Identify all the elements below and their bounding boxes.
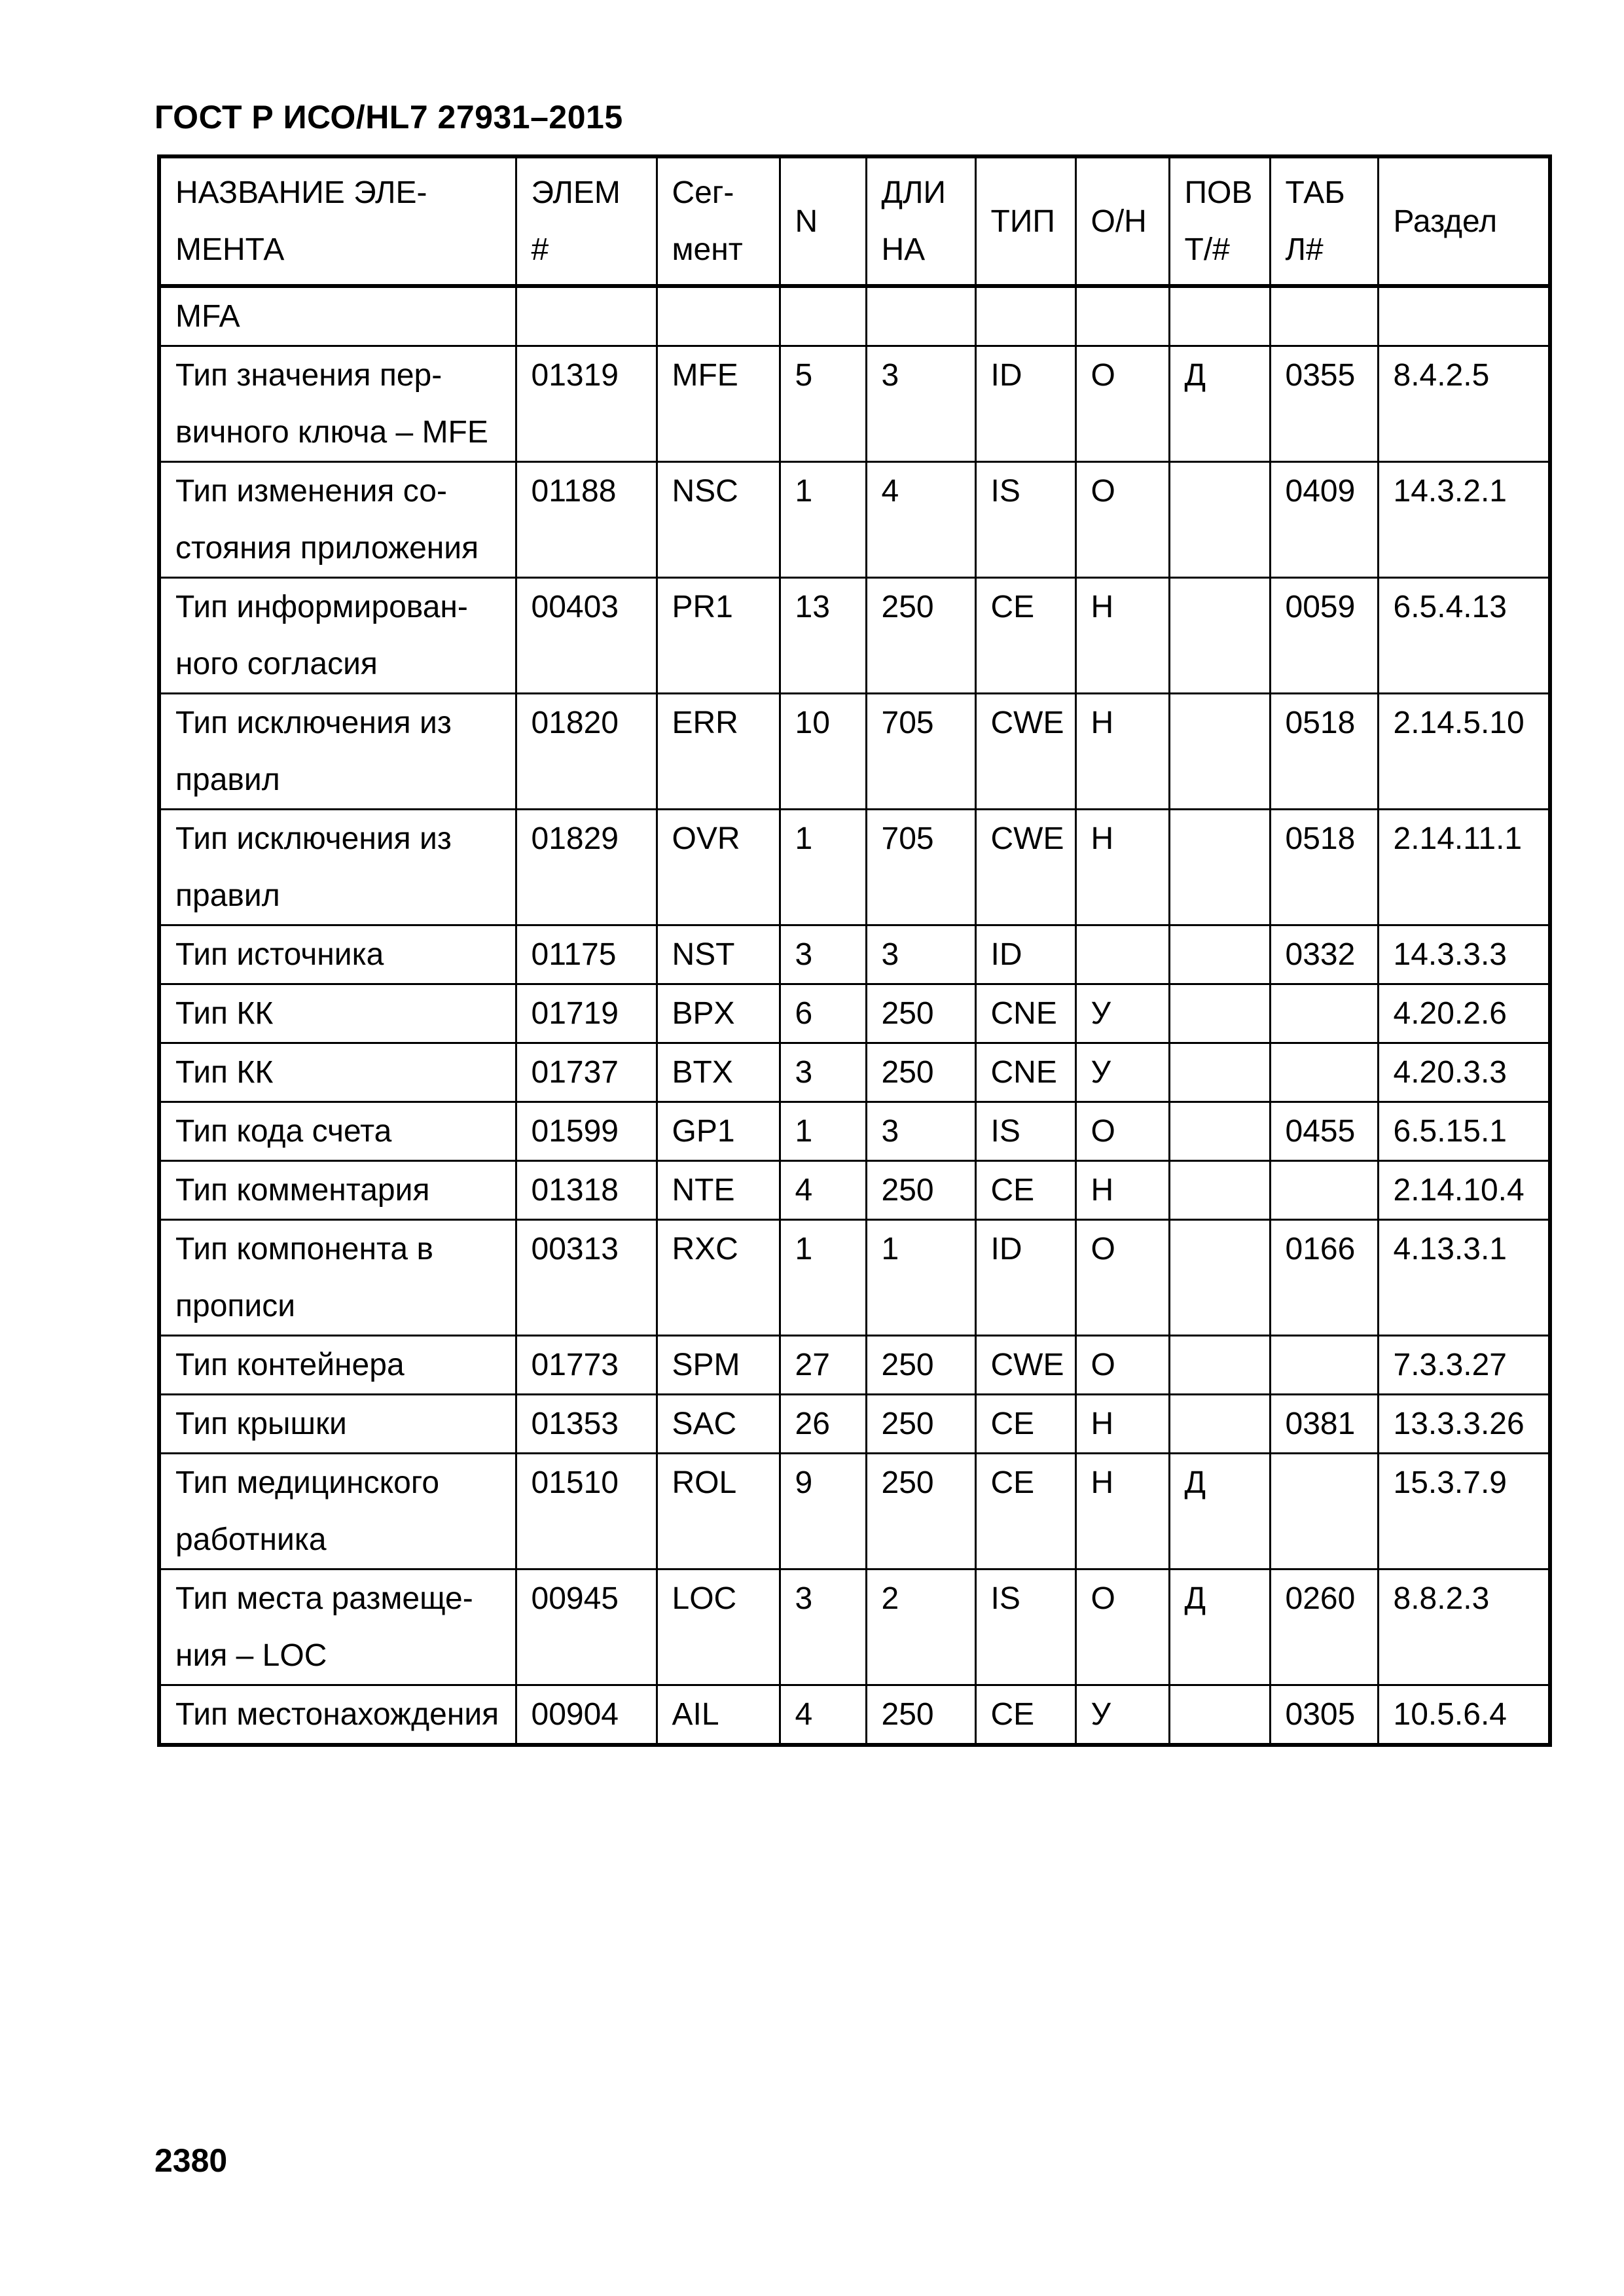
repetition-cell [1169,1102,1270,1161]
element-number-cell: 01319 [516,346,657,462]
optionality-cell [1075,925,1169,984]
sequence-n-cell: 4 [780,1161,866,1220]
repetition-cell [1169,1043,1270,1102]
element-name-cell: Тип крышки [159,1395,516,1454]
element-name-cell: Тип источника [159,925,516,984]
data-type-cell: ID [975,925,1075,984]
length-cell: 3 [866,346,975,462]
element-name-cell: Тип КК [159,984,516,1043]
section-cell: 4.20.3.3 [1378,1043,1550,1102]
length-cell: 250 [866,1395,975,1454]
optionality-cell [1075,286,1169,346]
optionality-cell: О [1075,346,1169,462]
repetition-cell [1169,462,1270,578]
data-type-cell [975,286,1075,346]
table-row [159,1336,1550,1395]
table-row [159,984,1550,1043]
table-row [159,1161,1550,1220]
section-cell: 2.14.11.1 [1378,810,1550,925]
table-number-cell [1270,1336,1378,1395]
table-number-cell: 0355 [1270,346,1378,462]
header-optionality: О/Н [1075,156,1169,286]
length-cell: 705 [866,810,975,925]
repetition-cell [1169,1336,1270,1395]
segment-cell: ERR [657,694,780,810]
element-name-cell: Тип изменения состояния приложения [159,462,516,578]
sequence-n-cell: 3 [780,1043,866,1102]
table-number-cell: 0305 [1270,1685,1378,1746]
optionality-cell: Н [1075,810,1169,925]
length-cell: 4 [866,462,975,578]
element-name-cell: Тип исключения из правил [159,810,516,925]
table-row [159,810,1550,925]
header-data-type: ТИП [975,156,1075,286]
header-repetition: ПОВ Т/# [1169,156,1270,286]
optionality-cell: О [1075,1102,1169,1161]
element-name-cell: Тип компонента в прописи [159,1220,516,1336]
section-cell: 2.14.10.4 [1378,1161,1550,1220]
data-type-cell: CE [975,578,1075,694]
segment-cell: RXC [657,1220,780,1336]
table-body [159,286,1550,1745]
section-cell: 4.13.3.1 [1378,1220,1550,1336]
element-name-cell: Тип контейнера [159,1336,516,1395]
data-type-cell: ID [975,1220,1075,1336]
segment-cell: BPX [657,984,780,1043]
optionality-cell: О [1075,462,1169,578]
table-row [159,1102,1550,1161]
length-cell: 250 [866,1336,975,1395]
optionality-cell: О [1075,1220,1169,1336]
repetition-cell [1169,694,1270,810]
data-type-cell: CE [975,1454,1075,1570]
table-number-cell: 0059 [1270,578,1378,694]
length-cell: 250 [866,1043,975,1102]
section-cell: 2.14.5.10 [1378,694,1550,810]
header-sequence-n: N [780,156,866,286]
segment-cell: PR1 [657,578,780,694]
section-cell: 14.3.2.1 [1378,462,1550,578]
sequence-n-cell: 27 [780,1336,866,1395]
sequence-n-cell: 4 [780,1685,866,1746]
section-cell [1378,286,1550,346]
optionality-cell: Н [1075,694,1169,810]
header-table-number: ТАБ Л# [1270,156,1378,286]
optionality-cell: О [1075,1336,1169,1395]
table-number-cell: 0260 [1270,1570,1378,1685]
sequence-n-cell: 3 [780,1570,866,1685]
length-cell [866,286,975,346]
data-type-cell: CWE [975,810,1075,925]
segment-cell: SPM [657,1336,780,1395]
optionality-cell: Н [1075,1454,1169,1570]
page-number: 2380 [154,2142,228,2179]
optionality-cell: Н [1075,578,1169,694]
table-number-cell [1270,1454,1378,1570]
data-type-cell: CWE [975,694,1075,810]
table-row [159,925,1550,984]
sequence-n-cell: 1 [780,810,866,925]
table-number-cell: 0518 [1270,694,1378,810]
length-cell: 250 [866,984,975,1043]
section-cell: 6.5.15.1 [1378,1102,1550,1161]
table-number-cell [1270,1043,1378,1102]
data-type-cell: CE [975,1685,1075,1746]
optionality-cell: У [1075,1685,1169,1746]
element-name-cell: Тип комментария [159,1161,516,1220]
table-number-cell [1270,984,1378,1043]
length-cell: 250 [866,578,975,694]
table-number-cell: 0381 [1270,1395,1378,1454]
table-number-cell: 0332 [1270,925,1378,984]
table-number-cell: 0166 [1270,1220,1378,1336]
repetition-cell [1169,578,1270,694]
table-row [159,694,1550,810]
repetition-cell [1169,286,1270,346]
segment-cell: BTX [657,1043,780,1102]
element-name-cell: Тип медицинского работника [159,1454,516,1570]
repetition-cell [1169,925,1270,984]
segment-cell: OVR [657,810,780,925]
element-number-cell: 01188 [516,462,657,578]
element-number-cell: 01353 [516,1395,657,1454]
table-header [159,156,1550,286]
header-length: ДЛИ НА [866,156,975,286]
data-type-cell: ID [975,346,1075,462]
element-name-cell: MFA [159,286,516,346]
data-type-cell: IS [975,462,1075,578]
repetition-cell: Д [1169,1454,1270,1570]
element-number-cell: 01829 [516,810,657,925]
element-name-cell: Тип значения первичного ключа – MFE [159,346,516,462]
data-type-cell: CNE [975,1043,1075,1102]
table-row [159,1454,1550,1570]
segment-cell: SAC [657,1395,780,1454]
repetition-cell [1169,1220,1270,1336]
element-name-cell: Тип информированного согласия [159,578,516,694]
table-row [159,1043,1550,1102]
repetition-cell [1169,810,1270,925]
element-name-cell: Тип кода счета [159,1102,516,1161]
section-cell: 4.20.2.6 [1378,984,1550,1043]
section-cell: 14.3.3.3 [1378,925,1550,984]
element-number-cell: 00904 [516,1685,657,1746]
repetition-cell: Д [1169,1570,1270,1685]
length-cell: 250 [866,1161,975,1220]
length-cell: 2 [866,1570,975,1685]
table-row [159,1570,1550,1685]
repetition-cell [1169,984,1270,1043]
optionality-cell: Н [1075,1395,1169,1454]
header-element-number: ЭЛЕМ # [516,156,657,286]
table-row [159,462,1550,578]
length-cell: 250 [866,1454,975,1570]
element-number-cell: 01510 [516,1454,657,1570]
element-name-cell: Тип исключения из правил [159,694,516,810]
data-type-cell: IS [975,1102,1075,1161]
section-cell: 7.3.3.27 [1378,1336,1550,1395]
optionality-cell: О [1075,1570,1169,1685]
document-header: ГОСТ Р ИСО/HL7 27931–2015 [154,99,623,135]
data-type-cell: CWE [975,1336,1075,1395]
table-row [159,1395,1550,1454]
length-cell: 250 [866,1685,975,1746]
element-number-cell: 00945 [516,1570,657,1685]
element-number-cell: 01820 [516,694,657,810]
element-number-cell: 01719 [516,984,657,1043]
repetition-cell [1169,1161,1270,1220]
data-type-cell: IS [975,1570,1075,1685]
element-number-cell: 00313 [516,1220,657,1336]
element-number-cell: 00403 [516,578,657,694]
length-cell: 3 [866,1102,975,1161]
section-cell: 15.3.7.9 [1378,1454,1550,1570]
data-type-cell: CNE [975,984,1075,1043]
section-cell: 13.3.3.26 [1378,1395,1550,1454]
segment-cell: LOC [657,1570,780,1685]
segment-cell: NSC [657,462,780,578]
segment-cell: NST [657,925,780,984]
section-cell: 8.8.2.3 [1378,1570,1550,1685]
data-type-cell: CE [975,1395,1075,1454]
element-number-cell: 01318 [516,1161,657,1220]
element-number-cell: 01737 [516,1043,657,1102]
sequence-n-cell: 26 [780,1395,866,1454]
data-elements-table [157,154,1552,1747]
table-row [159,578,1550,694]
sequence-n-cell: 1 [780,1220,866,1336]
segment-cell: ROL [657,1454,780,1570]
repetition-cell [1169,1685,1270,1746]
sequence-n-cell [780,286,866,346]
section-cell: 10.5.6.4 [1378,1685,1550,1746]
length-cell: 3 [866,925,975,984]
optionality-cell: У [1075,984,1169,1043]
table-row [159,286,1550,346]
table-row [159,1220,1550,1336]
sequence-n-cell: 13 [780,578,866,694]
length-cell: 1 [866,1220,975,1336]
optionality-cell: У [1075,1043,1169,1102]
header-segment: Сегмент [657,156,780,286]
header-section: Раздел [1378,156,1550,286]
sequence-n-cell: 5 [780,346,866,462]
element-name-cell: Тип КК [159,1043,516,1102]
section-cell: 6.5.4.13 [1378,578,1550,694]
length-cell: 705 [866,694,975,810]
repetition-cell: Д [1169,346,1270,462]
section-cell: 8.4.2.5 [1378,346,1550,462]
table-number-cell [1270,286,1378,346]
table-number-cell [1270,1161,1378,1220]
element-number-cell: 01599 [516,1102,657,1161]
sequence-n-cell: 1 [780,462,866,578]
element-name-cell: Тип местонахождения [159,1685,516,1746]
table-number-cell: 0455 [1270,1102,1378,1161]
sequence-n-cell: 3 [780,925,866,984]
element-number-cell: 01175 [516,925,657,984]
element-number-cell: 01773 [516,1336,657,1395]
table-number-cell: 0409 [1270,462,1378,578]
header-row [159,156,1550,286]
segment-cell: NTE [657,1161,780,1220]
sequence-n-cell: 6 [780,984,866,1043]
sequence-n-cell: 1 [780,1102,866,1161]
table-number-cell: 0518 [1270,810,1378,925]
segment-cell: MFE [657,346,780,462]
table-row [159,346,1550,462]
segment-cell: GP1 [657,1102,780,1161]
sequence-n-cell: 9 [780,1454,866,1570]
segment-cell: AIL [657,1685,780,1746]
sequence-n-cell: 10 [780,694,866,810]
optionality-cell: Н [1075,1161,1169,1220]
repetition-cell [1169,1395,1270,1454]
element-name-cell: Тип места размещения – LOC [159,1570,516,1685]
segment-cell [657,286,780,346]
data-type-cell: CE [975,1161,1075,1220]
header-element-name: НАЗВАНИЕ ЭЛЕМЕНТА [159,156,516,286]
element-number-cell [516,286,657,346]
table-row [159,1685,1550,1746]
